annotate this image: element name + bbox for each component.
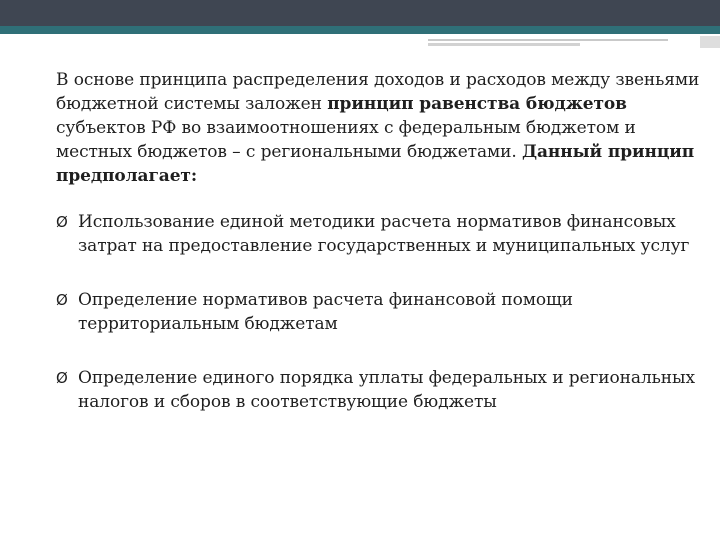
arrow-bullet-icon: Ø [56,213,68,231]
bullet-text: Определение единого порядка уплаты федеральных и региональных налогов и сборов в соответствующие бюджеты [78,368,695,412]
intro-text: субъектов РФ во взаимоотношениях с федеральным бюджетом и местных бюджетов – с региональными бюджетами. [56,118,636,162]
accent-stripe [0,26,720,34]
decorative-rule [428,43,580,46]
decorative-rule [428,39,668,41]
intro-text: В основе принципа распределения доходов и расходов между звеньями бюджетной системы заложен [56,70,700,114]
arrow-bullet-icon: Ø [56,369,68,387]
intro-bold-lead: Данный принцип предполагает: [56,142,695,186]
intro-paragraph [56,68,706,188]
intro-bold-term: принцип равенства бюджетов [327,94,627,114]
bullet-item [56,288,706,336]
header-band [0,0,720,26]
arrow-bullet-icon: Ø [56,291,68,309]
bullet-item [56,210,706,258]
bullet-text: Использование единой методики расчета нормативов финансовых затрат на предоставление государственных и муниципальных услуг [78,212,690,256]
bullet-list [56,210,706,414]
bullet-text: Определение нормативов расчета финансовой помощи территориальным бюджетам [78,290,573,334]
bullet-item [56,366,706,414]
slide-content [56,68,706,414]
decorative-rule [700,36,720,48]
